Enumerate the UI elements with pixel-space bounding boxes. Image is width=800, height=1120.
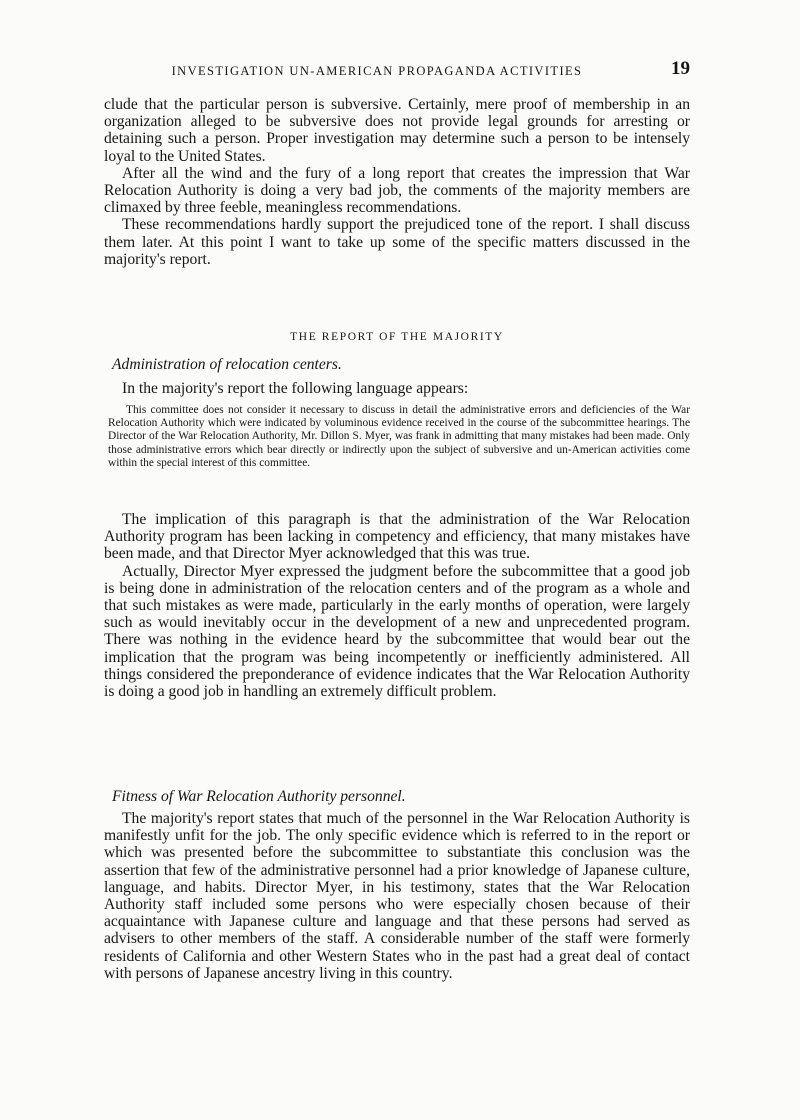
intro-line: In the majority's report the following language appears: bbox=[122, 380, 469, 397]
paragraph-continuation: clude that the particular person is subversive. Certainly, mere proof of membership in an organization alleged to be subversive does not provide legal grounds for arresting or detaining such a person. Proper investigation may determine such a person to be intensely loyal to the United States. bbox=[104, 96, 690, 165]
section-heading: THE REPORT OF THE MAJORITY bbox=[290, 331, 504, 343]
quoted-passage: This committee does not consider it necessary to discuss in detail the administrative errors and deficiencies of the War Relocation Authority which were indicated by voluminous evidence received in the course of the subcommittee hearings. The Director of the War Relocation Authority, Mr. Dillon S. Myer, was frank in admitting that many mistakes had been made. Only those administrative errors which bear directly or indirectly upon the subject of subversive and un-American activities come within the special interest of this committee. bbox=[108, 404, 690, 469]
analysis-paragraphs bbox=[104, 511, 690, 700]
running-head: INVESTIGATION UN-AMERICAN PROPAGANDA ACTIVITIES bbox=[171, 64, 583, 78]
paragraph-personnel: The majority's report states that much of the personnel in the War Relocation Authority is manifestly unfit for the job. The only specific evidence which is referred to in the report or which was presented before the subcommittee to substantiate this conclusion was the assertion that few of the administrative personnel had a prior knowledge of Japanese culture, language, and habits. Director Myer, in his testimony, states that the War Relocation Authority staff included some persons who were especially chosen because of their acquaintance with Japanese culture and language and that these persons had served as advisers to other members of the staff. A considerable number of the staff were formerly residents of California and other Western States who in the past had a great deal of contact with persons of Japanese ancestry living in this country. bbox=[104, 810, 690, 982]
paragraph-wind-and-fury: After all the wind and the fury of a long report that creates the impression that War Relocation Authority is doing a very bad job, the comments of the majority members are climaxed by three feeble, meaningless recommendations. bbox=[104, 164, 690, 217]
paragraph-actually: Actually, Director Myer expressed the judgment before the subcommittee that a good job is being done in administration of the relocation centers and of the program as a whole and that such mistakes as were made, particularly in the early months of operation, were largely such as would inevitably occur in the development of a new and unprecedented program. There was nothing in the evidence heard by the subcommittee that would bear out the implication that the program was being incompetently or inefficiently administered. All things considered the preponderance of evidence indicates that the War Relocation Authority is doing a good job in handling an extremely difficult problem. bbox=[104, 562, 690, 701]
opening-paragraphs bbox=[104, 96, 690, 268]
subheading-administration: Administration of relocation centers. bbox=[112, 356, 342, 373]
paragraph-recommendations: These recommendations hardly support the prejudiced tone of the report. I shall discuss them later. At this point I want to take up some of the specific matters discussed in the majority's report. bbox=[104, 216, 690, 268]
subheading-personnel: Fitness of War Relocation Authority personnel. bbox=[112, 788, 406, 805]
block-quote bbox=[104, 404, 690, 470]
intro-block bbox=[104, 380, 690, 397]
paragraph-implication: The implication of this paragraph is that the administration of the War Relocation Authority program has been lacking in competency and efficiency, that many mistakes have been made, and that Director Myer acknowledged that this was true. bbox=[104, 511, 690, 563]
page-number: 19 bbox=[671, 58, 690, 79]
personnel-paragraphs bbox=[104, 810, 690, 982]
page-header bbox=[104, 58, 690, 82]
